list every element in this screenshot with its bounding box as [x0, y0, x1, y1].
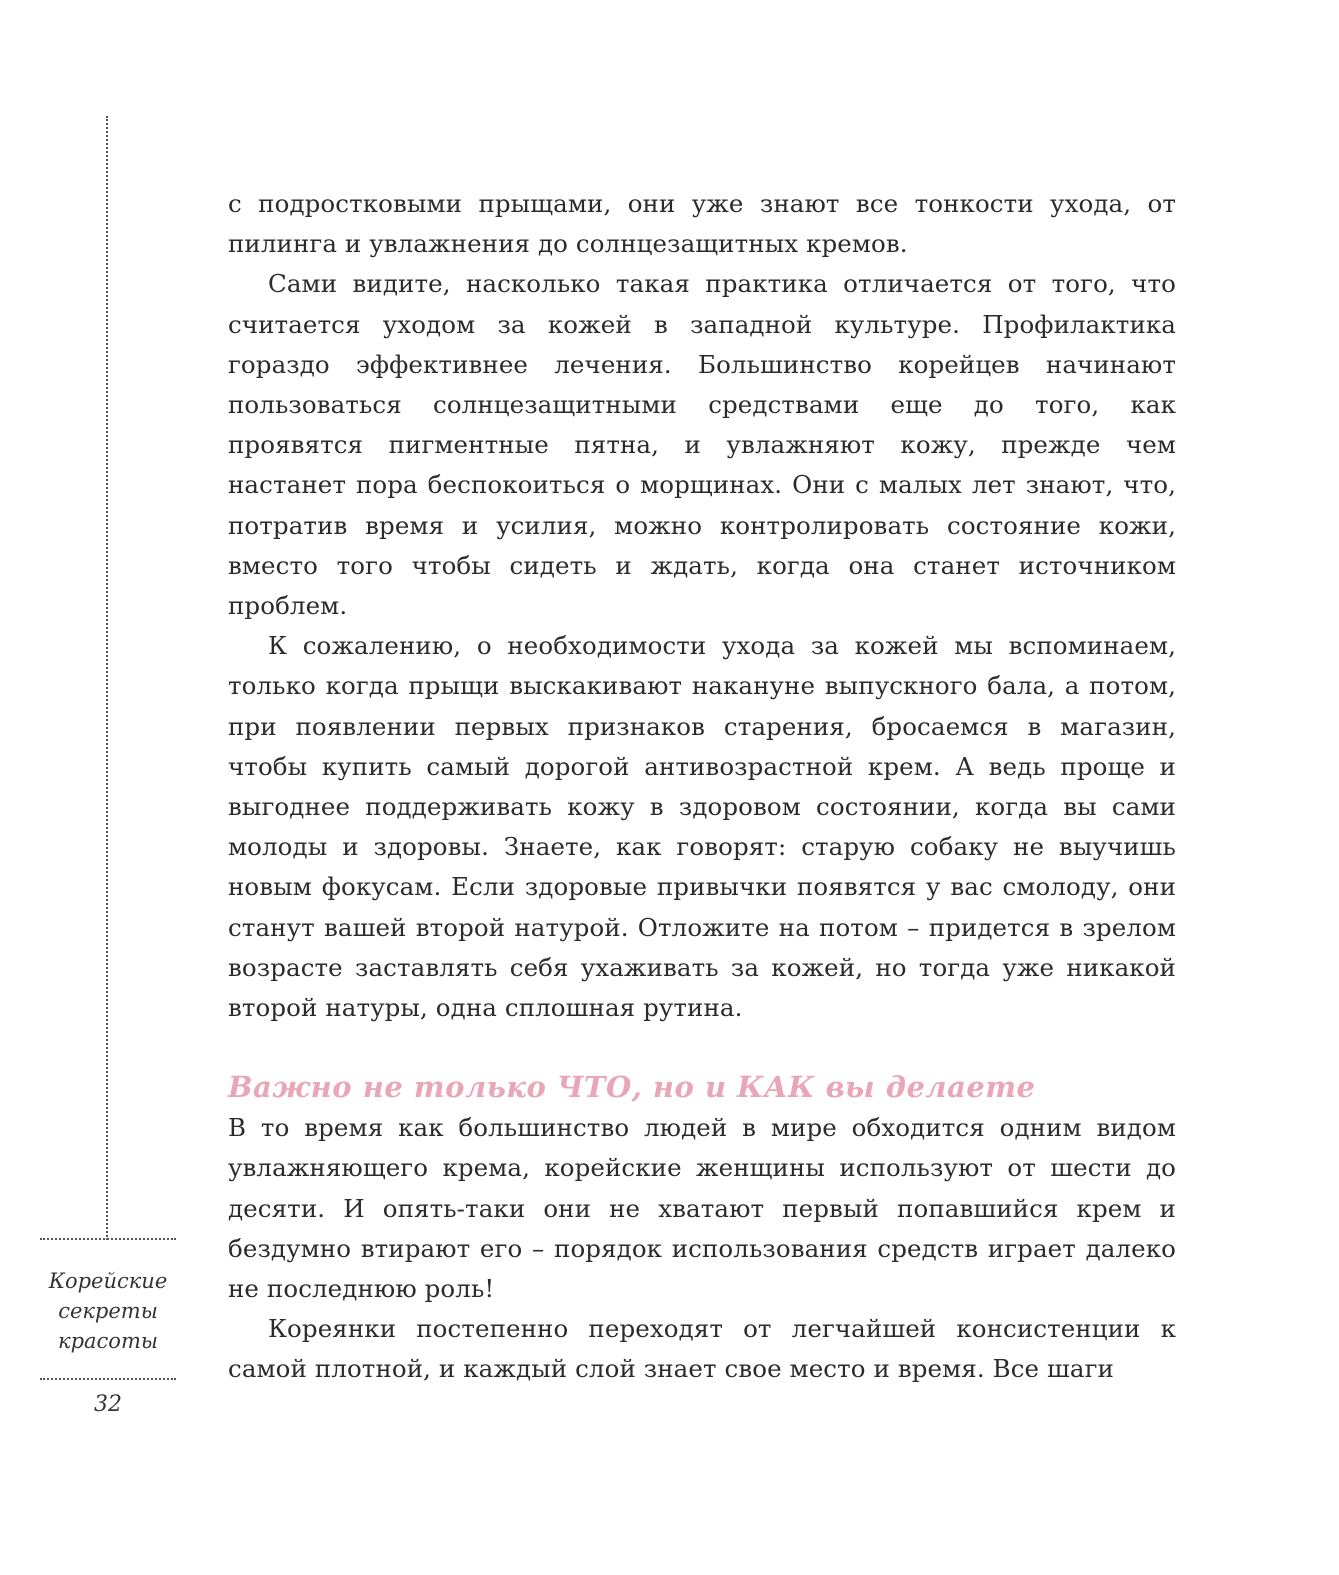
page-number: 32 [94, 1392, 122, 1417]
paragraph: Сами видите, насколько такая практика отличается от того, что считается уходом за кожей в западной культуре. Профилактика гораздо эффективнее лечения. Большинство корейцев начинают пользоваться солнцезащитными средствами еще до того, как проявятся пигментные пятна, и увлажняют кожу, прежде чем настанет пора беспокоиться о морщинах. Они с малых лет знают, что, потратив время и усилия, можно контролировать состояние кожи, вместо того чтобы сидеть и ждать, когда она станет источником проблем. [228, 269, 1176, 621]
running-title-line-1: Корейские [48, 1269, 168, 1293]
sidebar-vertical-rule [106, 116, 108, 1240]
paragraph: Кореянки постепенно переходят от легчайшей консистенции к самой плотной, и каждый слой знает свое место и время. Все шаги [228, 1314, 1176, 1384]
paragraph-continuation: с подростковыми прыщами, они уже знают все тонкости ухода, от пилинга и увлажнения до солнцезащитных кремов. [228, 189, 1176, 259]
running-title-line-3: красоты [58, 1329, 158, 1353]
sidebar-bottom-dotted-rule [40, 1378, 176, 1380]
section-heading: Важно не только ЧТО, но и КАК вы делаете [228, 1070, 1036, 1105]
running-title-line-2: секреты [58, 1299, 158, 1323]
paragraph: К сожалению, о необходимости ухода за кожей мы вспоминаем, только когда прыщи выскакивают накануне выпускного бала, а потом, при появлении первых признаков старения, бросаемся в магазин, чтобы купить самый дорогой антивозрастной крем. А ведь проще и выгоднее поддерживать кожу в здоровом состоянии, когда вы сами молоды и здоровы. Знаете, как говорят: старую собаку не выучишь новым фокусам. Если здоровые привычки появятся у вас смолоду, они станут вашей второй натурой. Отложите на потом – придется в зрелом возрасте заставлять себя ухаживать за кожей, но тогда уже никакой второй натуры, одна сплошная рутина. [228, 631, 1176, 1023]
paragraph: В то время как большинство людей в мире обходится одним видом увлажняющего крема, корейские женщины используют от шести до десяти. И опять-таки они не хватают первый попавшийся крем и бездумно втирают его – порядок использования средств играет далеко не последнюю роль! [228, 1113, 1176, 1304]
running-title [40, 1266, 176, 1356]
sidebar-top-dotted-rule [40, 1238, 176, 1240]
main-text-column [228, 184, 1176, 1390]
